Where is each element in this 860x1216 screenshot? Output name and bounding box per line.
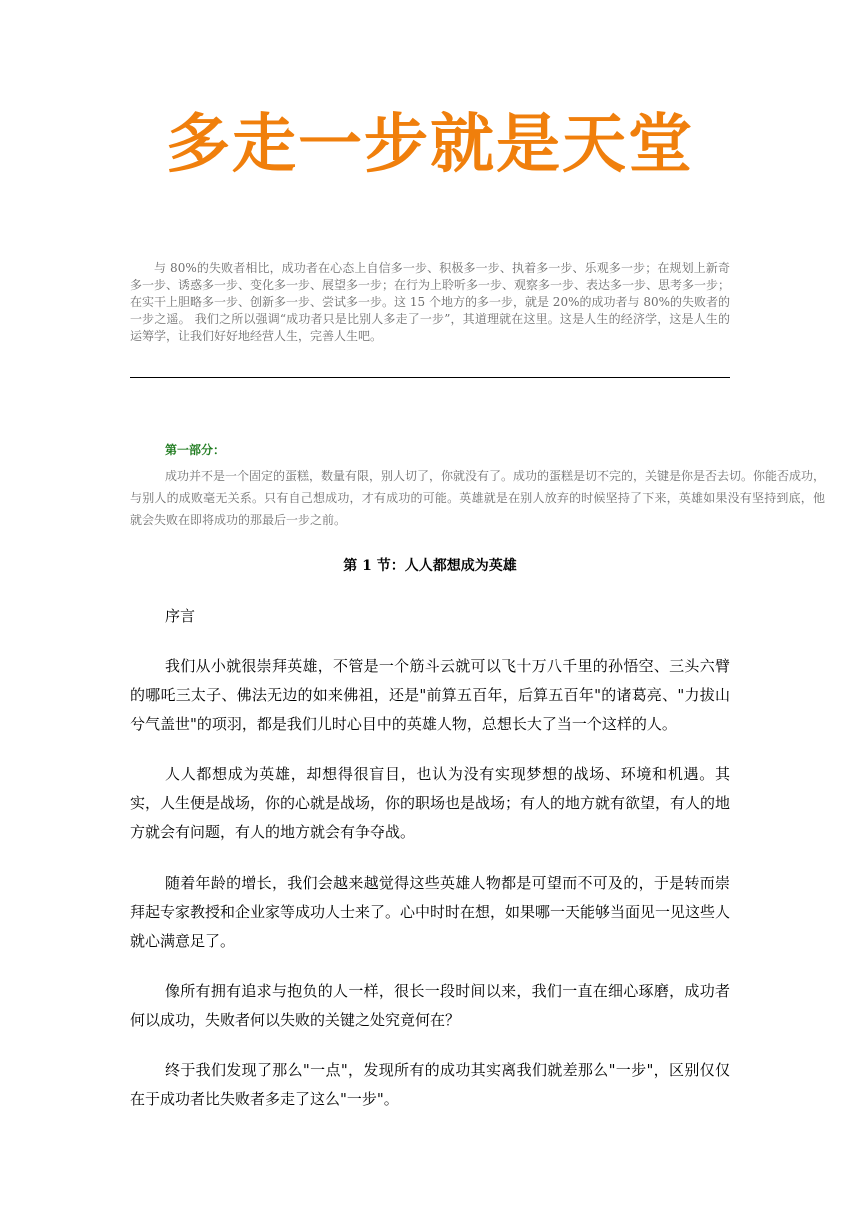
part-body-paragraph: 成功并不是一个固定的蛋糕，数量有限，别人切了，你就没有了。成功的蛋糕是切不完的，关键是你是否去切。你能否成功，与别人的成败毫无关系。只有自己想成功，才有成功的可能。英雄就是在别人放弃的时候坚持了下来，英雄如果没有坚持到底，他就会失败在即将成功的那最后一步之前。 xyxy=(130,469,826,527)
body-paragraph-1: 我们从小就很崇拜英雄，不管是一个筋斗云就可以飞十万八千里的孙悟空、三头六臂的哪吒三太子、佛法无边的如来佛祖，还是"前算五百年，后算五百年"的诸葛亮、"力拔山兮气盖世"的项羽，都是我们儿时心目中的英雄人物，总想长大了当一个这样的人。 xyxy=(130,657,730,733)
body-paragraph-4: 像所有拥有追求与抱负的人一样，很长一段时间以来，我们一直在细心琢磨，成功者何以成功，失败者何以失败的关键之处究竟何在？ xyxy=(130,982,730,1029)
horizontal-divider xyxy=(130,377,730,378)
part-heading: 第一部分： xyxy=(165,443,226,457)
preface-heading: 序言 xyxy=(165,607,196,625)
document-title: 多走一步就是天堂 xyxy=(166,108,694,182)
body-paragraph-5: 终于我们发现了那么"一点"，发现所有的成功其实离我们就差那么"一步"，区别仅仅在于成功者比失败者多走了这么"一步"。 xyxy=(130,1061,730,1108)
body-paragraph-3: 随着年龄的增长，我们会越来越觉得这些英雄人物都是可望而不可及的，于是转而崇拜起专家教授和企业家等成功人士来了。心中时时在想，如果哪一天能够当面见一见这些人就心满意足了。 xyxy=(130,874,731,950)
body-paragraph-2: 人人都想成为英雄，却想得很盲目，也认为没有实现梦想的战场、环境和机遇。其实，人生便是战场，你的心就是战场，你的职场也是战场；有人的地方就有欲望，有人的地方就会有问题，有人的地方就会有争夺战。 xyxy=(130,765,731,841)
section-title: 第 1 节：人人都想成为英雄 xyxy=(343,558,517,574)
intro-paragraph: 与 80%的失败者相比，成功者在心态上自信多一步、积极多一步、执着多一步、乐观多一步；在规划上新奇多一步、诱惑多一步、变化多一步、展望多一步；在行为上聆听多一步、观察多一步、表达多一步、思考多一步；在实干上胆略多一步、创新多一步、尝试多一步。这 15 个地方的多一步，就是 20%的成功者与 80%的失败者的一步之遥。 我们之所以强调“成功者只是比别人多走了一步”，其道理就在这里。这是人生的经济学，这是人生的运筹学，让我们好好地经营人生，完善人生吧。 xyxy=(130,261,731,343)
